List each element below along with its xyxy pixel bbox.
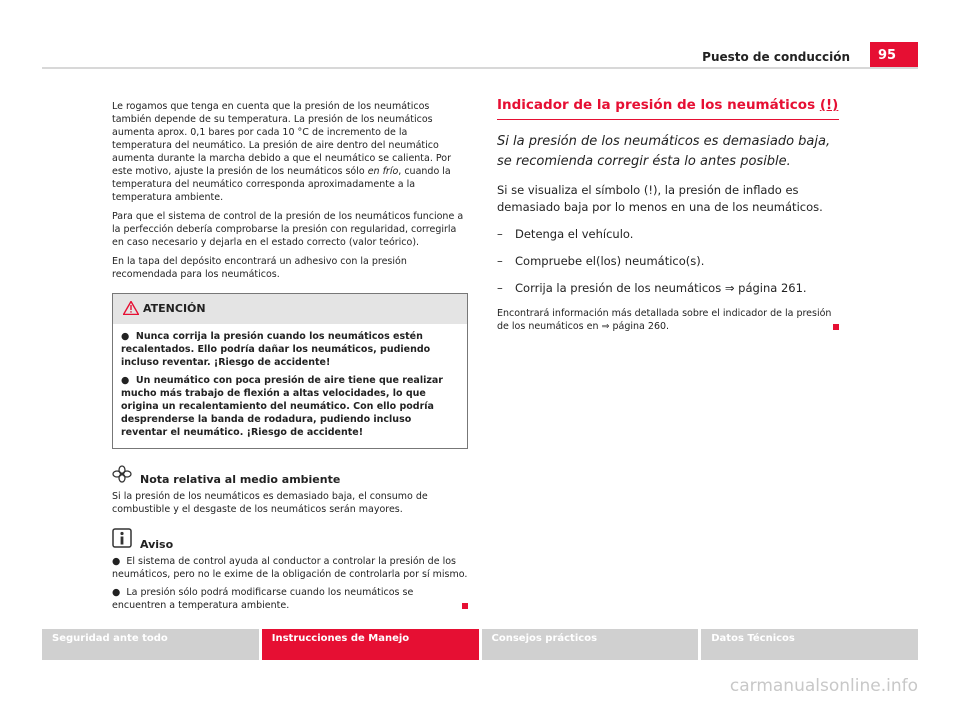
warning-box <box>112 293 468 449</box>
flower-icon <box>112 465 132 486</box>
section-end-marker <box>462 603 468 609</box>
warning-header <box>113 294 467 324</box>
note-paragraph: Encontrará información más detallada sobre el indicador de la presión de los neumáticos en ⇒ página 260. <box>497 307 839 333</box>
environment-text: Si la presión de los neumáticos es demasiado baja, el consumo de combustible y el desgaste de los neumáticos serán mayores. <box>112 491 428 515</box>
tab-instrucciones[interactable]: Instrucciones de Manejo <box>262 629 479 660</box>
warning-item: ● Un neumático con poca presión de aire tiene que realizar mucho más trabajo de flexión a altas velocidades, lo que origina un recalentamiento del neumático. Con ello podría desprenderse la banda de rodadura, pudiendo incluso reventar el neumático. ¡Riesgo de accidente! <box>121 375 443 438</box>
left-column <box>112 100 468 617</box>
paragraph-control: Para que el sistema de control de la presión de los neumáticos funcione a la perfección debería comprobarse la presión con regularidad, corregirla en caso necesario y dejarla en el estado correcto (valor teórico). <box>112 211 464 248</box>
tire-pressure-warning-icon: (!) <box>819 97 839 113</box>
info-icon <box>112 528 132 551</box>
notice-header <box>112 528 468 551</box>
notice-item: ● El sistema de control ayuda al conductor a controlar la presión de los neumáticos, pero no le exime de la obligación de controlarla por sí mismo. <box>112 556 468 580</box>
notice-body <box>112 555 468 612</box>
intro-paragraph: Si se visualiza el símbolo (!), la presión de inflado es demasiado baja por lo menos en una de los neumáticos. <box>497 183 823 214</box>
paragraph-sticker: En la tapa del depósito encontrará un adhesivo con la presión recomendada para los neumáticos. <box>112 256 407 280</box>
warning-body <box>113 324 467 448</box>
section-end-marker <box>833 324 839 330</box>
warning-title: ATENCIÓN <box>143 302 206 315</box>
environment-header <box>112 465 468 486</box>
footer-tabs <box>42 629 918 660</box>
paragraph-temperature: Le rogamos que tenga en cuenta que la presión de los neumáticos también depende de su temperatura. La presión de los neumáticos aumenta aprox. 0,1 bares por cada 10 °C de incremento de la temperatura del neumático. La presión de aire dentro del neumático aumenta durante la marcha debido a que el neumático se calienta. Por este motivo, ajuste la presión de los neumáticos sólo en frío, cuando la temperatura del neumático corresponda aproximadamente a la temperatura ambiente. <box>112 101 452 203</box>
tire-pressure-heading: Indicador de la presión de los neumáticos (!) <box>497 97 839 120</box>
right-column <box>497 97 839 333</box>
header-divider <box>42 67 918 69</box>
step-item: – Corrija la presión de los neumáticos ⇒ página 261. <box>497 281 807 295</box>
notice-title: Aviso <box>140 538 174 551</box>
section-title: Puesto de conducción <box>702 50 850 64</box>
notice-item: ● La presión sólo podrá modificarse cuando los neumáticos se encuentren a temperatura ambiente. <box>112 586 468 612</box>
watermark: carmanualsonline.info <box>729 676 918 696</box>
page-number: 95 <box>870 42 918 69</box>
step-item: – Compruebe el(los) neumático(s). <box>497 254 705 268</box>
warning-triangle-icon <box>123 301 139 321</box>
step-item: – Detenga el vehículo. <box>497 227 634 241</box>
environment-title: Nota relativa al medio ambiente <box>140 473 341 486</box>
tab-datos[interactable]: Datos Técnicos <box>701 629 918 660</box>
environment-body <box>112 490 468 516</box>
tab-consejos[interactable]: Consejos prácticos <box>482 629 699 660</box>
lead-paragraph: Si la presión de los neumáticos es demasiado baja, se recomienda corregir ésta lo antes posible. <box>497 134 831 169</box>
tab-seguridad[interactable]: Seguridad ante todo <box>42 629 259 660</box>
warning-item: ● Nunca corrija la presión cuando los neumáticos estén recalentados. Ello podría dañar los neumáticos, pudiendo incluso reventar. ¡Riesgo de accidente! <box>121 331 431 368</box>
